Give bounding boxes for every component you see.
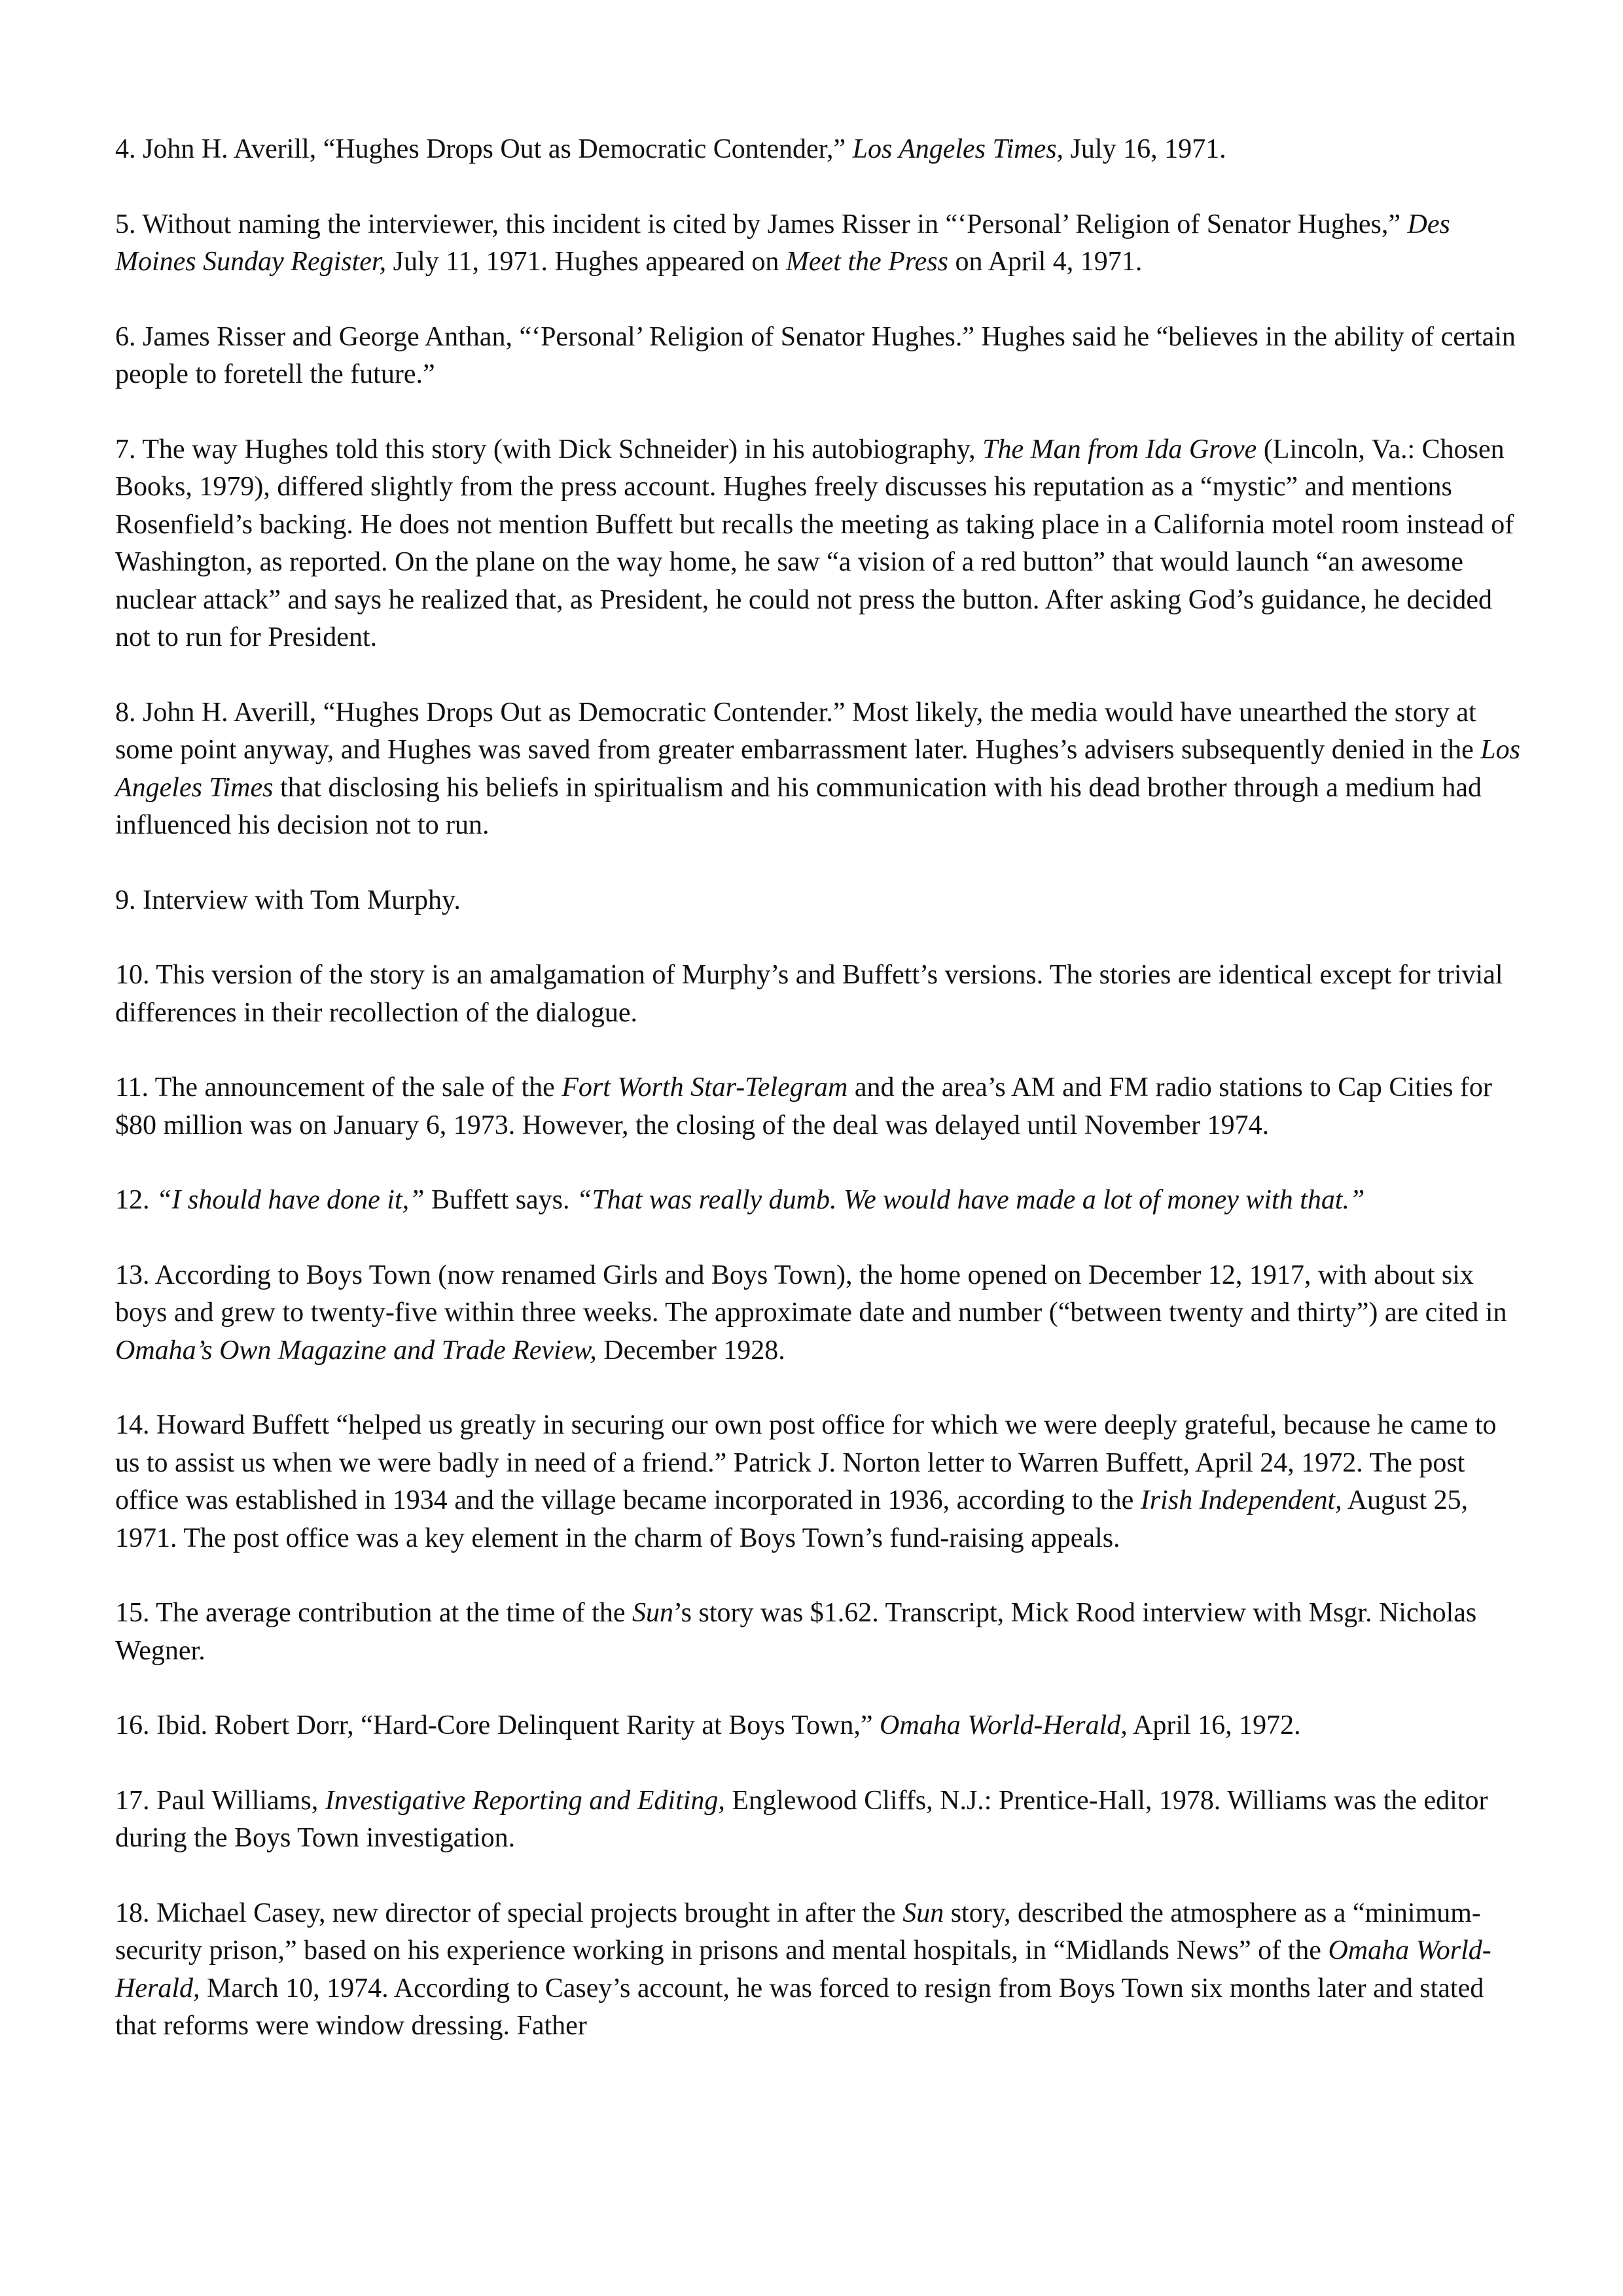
note-text: and the area’s AM and FM radio stations to Cap Cities for $80 million was on January 6, 1973. However, the closing of the deal was delayed until November 1974. [115, 1072, 1492, 1140]
endnote-18 [115, 1895, 1522, 2045]
endnote-6 [115, 319, 1522, 394]
note-text: 18. Michael Casey, new director of special projects brought in after the [115, 1898, 903, 1928]
endnote-11 [115, 1069, 1522, 1144]
endnote-13 [115, 1257, 1522, 1370]
italic-title: Los Angeles Times, [852, 134, 1064, 164]
note-text: 12. [115, 1185, 156, 1215]
note-text: 10. This version of the story is an amalgamation of Murphy’s and Buffett’s versions. The stories are identical except for trivial differences in their recollection of the dialogue. [115, 960, 1503, 1028]
note-text: 15. The average contribution at the time of the [115, 1598, 632, 1628]
note-text: August 25, 1971. The post office was a key element in the charm of Boys Town’s fund-raising appeals. [115, 1485, 1469, 1553]
italic-title: Des Moines Sunday Register, [115, 209, 1450, 277]
note-text: that disclosing his beliefs in spiritualism and his communication with his dead brother through a medium had influenced his decision not to run. [115, 772, 1482, 840]
italic-title: Omaha’s Own Magazine and Trade Review, [115, 1335, 597, 1366]
endnote-4 [115, 131, 1522, 169]
italic-title: Los Angeles Times [115, 735, 1520, 803]
note-text: 17. Paul Williams, [115, 1785, 325, 1816]
italic-title: Sun [632, 1598, 673, 1628]
endnote-7 [115, 431, 1522, 657]
note-text: 13. According to Boys Town (now renamed Girls and Boys Town), the home opened on December 12, 1917, with about six boys and grew to twenty-five within three weeks. The approximate date and number (“between twenty and thirty”) are cited in [115, 1260, 1507, 1328]
italic-title: Fort Worth Star-Telegram [562, 1072, 848, 1103]
note-text: 4. John H. Averill, “Hughes Drops Out as Democratic Contender,” [115, 134, 853, 164]
italic-title: Investigative Reporting and Editing, [325, 1785, 725, 1816]
note-text: July 11, 1971. Hughes appeared on [386, 247, 786, 277]
endnote-5 [115, 206, 1522, 281]
endnote-17 [115, 1782, 1522, 1858]
note-text: story, described the atmosphere as a “minimum-security prison,” based on his experience working in prisons and mental hospitals, in “Midlands News” of the [115, 1898, 1481, 1966]
italic-title: Omaha World-Herald, [880, 1710, 1128, 1740]
note-text: July 16, 1971. [1063, 134, 1226, 164]
italic-title: Meet the Press [785, 247, 948, 277]
italic-title: “I should have done it,” [156, 1185, 425, 1215]
note-text: 8. John H. Averill, “Hughes Drops Out as Democratic Contender.” Most likely, the media would have unearthed the story at some point anyway, and Hughes was saved from greater embarrassment later. Hughes’s advisers subsequently denied in the [115, 697, 1481, 765]
note-text: 7. The way Hughes told this story (with Dick Schneider) in his autobiography, [115, 434, 983, 465]
endnote-16 [115, 1707, 1522, 1745]
endnote-15 [115, 1595, 1522, 1670]
note-text: 6. James Risser and George Anthan, “‘Personal’ Religion of Senator Hughes.” Hughes said he “believes in the ability of certain people to foretell the future.” [115, 321, 1516, 389]
italic-title: “That was really dumb. We would have made a lot of money with that.” [577, 1185, 1365, 1215]
endnote-14 [115, 1407, 1522, 1557]
endnote-12 [115, 1182, 1522, 1220]
note-text: on April 4, 1971. [948, 247, 1143, 277]
endnote-10 [115, 957, 1522, 1032]
note-text: 14. Howard Buffett “helped us greatly in securing our own post office for which we were deeply grateful, because he came to us to assist us when we were badly in need of a friend.” Patrick J. Norton letter to Warren Buffett, April 24, 1972. The post office was established in 1934 and the village became incorporated in 1936, according to the [115, 1410, 1497, 1515]
note-text: Englewood Cliffs, N.J.: Prentice-Hall, 1978. Williams was the editor during the Boys Town investigation. [115, 1785, 1488, 1853]
note-text: April 16, 1972. [1127, 1710, 1301, 1740]
note-text: ’s story was $1.62. Transcript, Mick Rood interview with Msgr. Nicholas Wegner. [115, 1598, 1477, 1666]
note-text: Buffett says. [424, 1185, 577, 1215]
note-text: (Lincoln, Va.: Chosen Books, 1979), differed slightly from the press account. Hughes freely discusses his reputation as a “mystic” and mentions Rosenfield’s backing. He does not mention Buffett but recalls the meeting as taking place in a California motel room instead of Washington, as reported. On the plane on the way home, he saw “a vision of a red button” that would launch “an awesome nuclear attack” and says he realized that, as President, he could not press the button. After asking God’s guidance, he decided not to run for President. [115, 434, 1514, 652]
endnote-8 [115, 694, 1522, 845]
note-text: March 10, 1974. According to Casey’s account, he was forced to resign from Boys Town six months later and stated that reforms were window dressing. Father [115, 1973, 1484, 2041]
endnote-9 [115, 882, 1522, 920]
italic-title: Irish Independent, [1140, 1485, 1342, 1515]
italic-title: Sun [902, 1898, 944, 1928]
italic-title: The Man from Ida Grove [982, 434, 1257, 465]
italic-title: Omaha World-Herald, [115, 1935, 1491, 2004]
note-text: 16. Ibid. Robert Dorr, “Hard-Core Delinquent Rarity at Boys Town,” [115, 1710, 880, 1740]
note-text: 5. Without naming the interviewer, this incident is cited by James Risser in “‘Personal’ Religion of Senator Hughes,” [115, 209, 1408, 239]
note-text: 11. The announcement of the sale of the [115, 1072, 562, 1103]
notes-page [115, 131, 1522, 2083]
note-text: December 1928. [596, 1335, 785, 1366]
note-text: 9. Interview with Tom Murphy. [115, 885, 461, 915]
